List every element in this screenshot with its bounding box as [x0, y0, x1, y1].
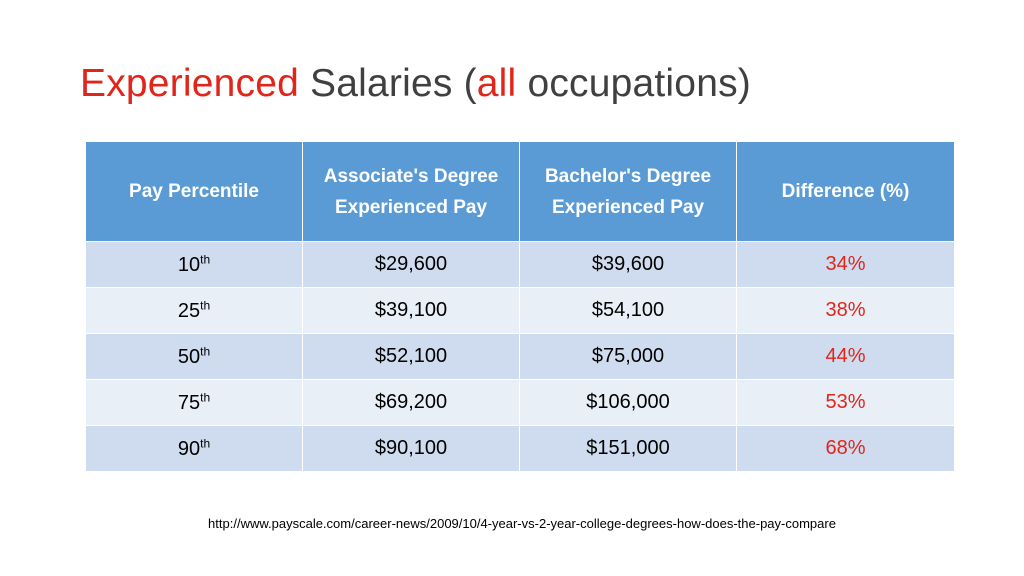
header-bachelor-line1: Bachelor's Degree [544, 165, 712, 187]
title-occupations: occupations) [516, 62, 751, 105]
cell-bachelor-pay: $39,600 [520, 242, 737, 288]
header-bachelor-line2: Experienced Pay [551, 196, 705, 218]
cell-percentile [86, 334, 303, 380]
header-row [86, 142, 955, 242]
cell-associate-pay: $52,100 [303, 334, 520, 380]
percentile-suffix: th [200, 435, 211, 450]
cell-difference: 68% [737, 426, 955, 472]
cell-bachelor-pay: $75,000 [520, 334, 737, 380]
source-url: http://www.payscale.com/career-news/2009/10/4-year-vs-2-year-college-degrees-how-does-the-pay-compare [208, 516, 836, 531]
table-row [86, 242, 955, 288]
header-difference: Difference (%) [737, 142, 955, 242]
cell-associate-pay: $29,600 [303, 242, 520, 288]
cell-associate-pay: $69,200 [303, 380, 520, 426]
cell-percentile [86, 242, 303, 288]
percentile-number: 50 [177, 345, 201, 368]
percentile-suffix: th [200, 251, 211, 266]
slide-title [80, 58, 751, 110]
header-associate-line1: Associate's Degree [323, 165, 499, 187]
cell-bachelor-pay: $106,000 [520, 380, 737, 426]
salary-table [85, 141, 955, 472]
cell-bachelor-pay: $151,000 [520, 426, 737, 472]
table-row [86, 288, 955, 334]
percentile-suffix: th [200, 297, 211, 312]
header-bachelor-pay [520, 142, 737, 242]
cell-associate-pay: $39,100 [303, 288, 520, 334]
cell-difference: 38% [737, 288, 955, 334]
percentile-number: 90 [177, 437, 201, 460]
title-all: all [476, 62, 517, 105]
cell-percentile [86, 426, 303, 472]
title-experienced: Experienced [80, 62, 300, 105]
cell-bachelor-pay: $54,100 [520, 288, 737, 334]
cell-difference: 34% [737, 242, 955, 288]
percentile-suffix: th [200, 389, 211, 404]
header-pay-percentile: Pay Percentile [86, 142, 303, 242]
cell-difference: 44% [737, 334, 955, 380]
cell-difference: 53% [737, 380, 955, 426]
header-associate-pay [303, 142, 520, 242]
title-salaries: Salaries ( [299, 62, 477, 105]
cell-percentile [86, 288, 303, 334]
table-row [86, 380, 955, 426]
table-row [86, 334, 955, 380]
percentile-number: 25 [177, 299, 201, 322]
percentile-number: 10 [177, 253, 201, 276]
header-associate-line2: Experienced Pay [334, 196, 488, 218]
cell-associate-pay: $90,100 [303, 426, 520, 472]
percentile-suffix: th [200, 343, 211, 358]
percentile-number: 75 [177, 391, 201, 414]
table-row [86, 426, 955, 472]
cell-percentile [86, 380, 303, 426]
